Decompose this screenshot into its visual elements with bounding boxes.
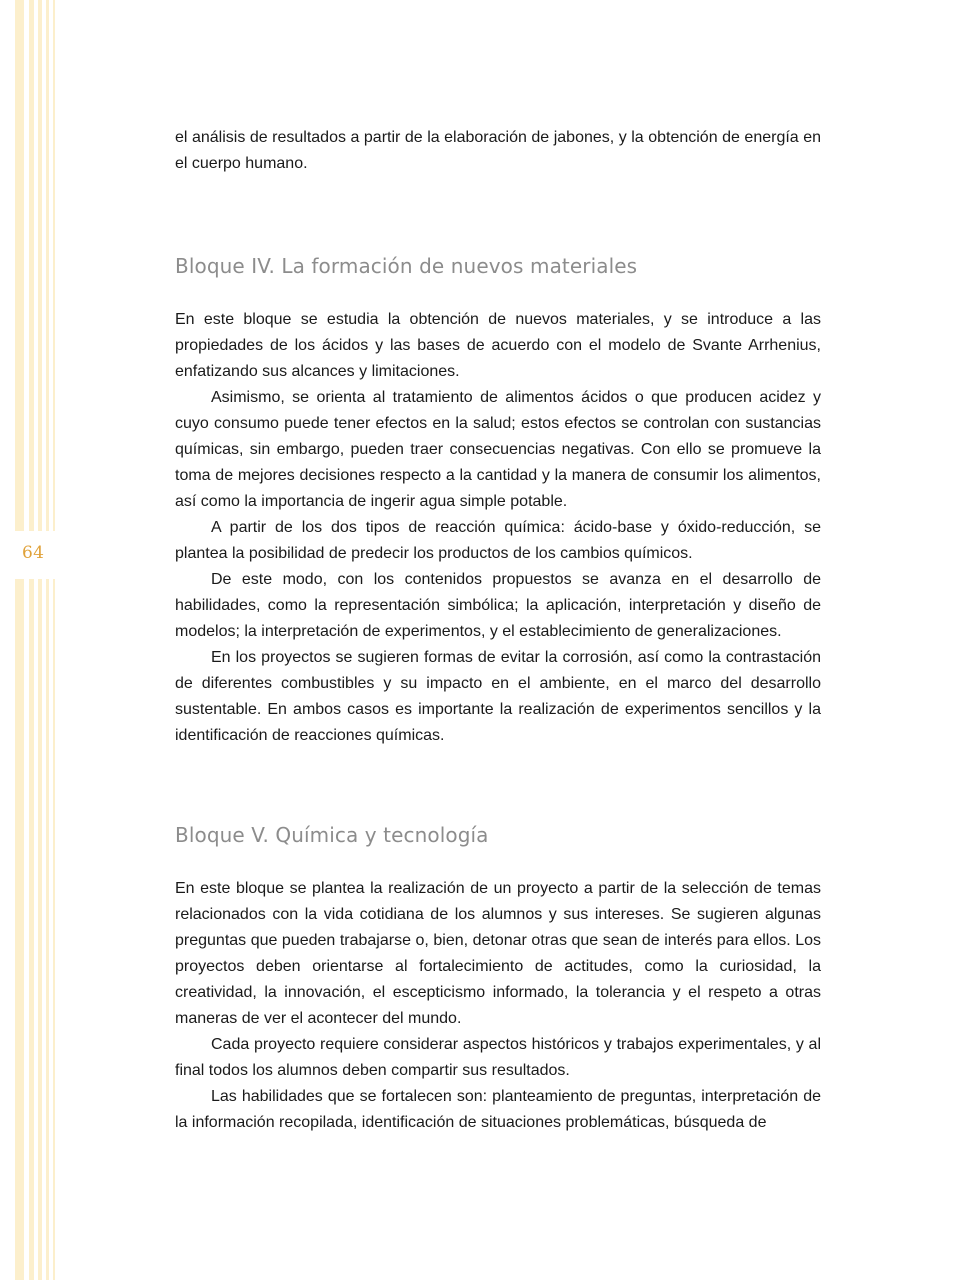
paragraph: Asimismo, se orienta al tratamiento de alimentos ácidos o que producen acidez y cuyo consumo puede tener efectos en la salud; estos efectos se controlan con sustancias químicas, sin embargo, pueden traer consecuencias negativas. Con ello se promueve la toma de mejores decisiones respecto a la cantidad y la manera de consumir los alimentos, así como la importancia de ingerir agua simple potable. — [175, 389, 821, 510]
margin-stripe — [46, 0, 49, 1280]
section-body-bloque-v — [175, 876, 821, 1136]
paragraph: Las habilidades que se fortalecen son: planteamiento de preguntas, interpretación de la información recopilada, identificación de situaciones problemáticas, búsqueda de — [175, 1088, 821, 1131]
section-body-bloque-iv — [175, 307, 821, 749]
margin-stripe — [29, 0, 34, 1280]
margin-stripe — [15, 0, 24, 1280]
section-heading-bloque-v: Bloque V. Química y tecnología — [175, 823, 489, 847]
section-heading-bloque-iv: Bloque IV. La formación de nuevos materiales — [175, 254, 638, 278]
margin-stripe — [53, 0, 55, 1280]
paragraph: De este modo, con los contenidos propuestos se avanza en el desarrollo de habilidades, como la representación simbólica; la aplicación, interpretación y diseño de modelos; la interpretación de experimentos, y el establecimiento de generalizaciones. — [175, 571, 821, 640]
paragraph: Cada proyecto requiere considerar aspectos históricos y trabajos experimentales, y al final todos los alumnos deben compartir sus resultados. — [175, 1036, 821, 1079]
paragraph: En este bloque se plantea la realización de un proyecto a partir de la selección de temas relacionados con la vida cotidiana de los alumnos y sus intereses. Se sugieren algunas preguntas que pueden trabajarse o, bien, detonar otras que sean de interés para ellos. Los proyectos deben orientarse al fortalecimiento de actitudes, como la curiosidad, la creatividad, la innovación, el escepticismo informado, la tolerancia y el respeto a otras maneras de ver el acontecer del mundo. — [175, 880, 821, 1027]
paragraph: En los proyectos se sugieren formas de evitar la corrosión, así como la contrastación de diferentes combustibles y su impacto en el ambiente, en el marco del desarrollo sustentable. En ambos casos es importante la realización de experimentos sencillos y la identificación de reacciones químicas. — [175, 649, 821, 744]
intro-paragraph: el análisis de resultados a partir de la elaboración de jabones, y la obtención de energía en el cuerpo humano. — [175, 129, 821, 172]
margin-stripe — [38, 0, 42, 1280]
paragraph: A partir de los dos tipos de reacción química: ácido-base y óxido-reducción, se plantea la posibilidad de predecir los productos de los cambios químicos. — [175, 519, 821, 562]
paragraph: En este bloque se estudia la obtención de nuevos materiales, y se introduce a las propiedades de los ácidos y las bases de acuerdo con el modelo de Svante Arrhenius, enfatizando sus alcances y limitaciones. — [175, 311, 821, 380]
page-number: 64 — [22, 543, 45, 563]
